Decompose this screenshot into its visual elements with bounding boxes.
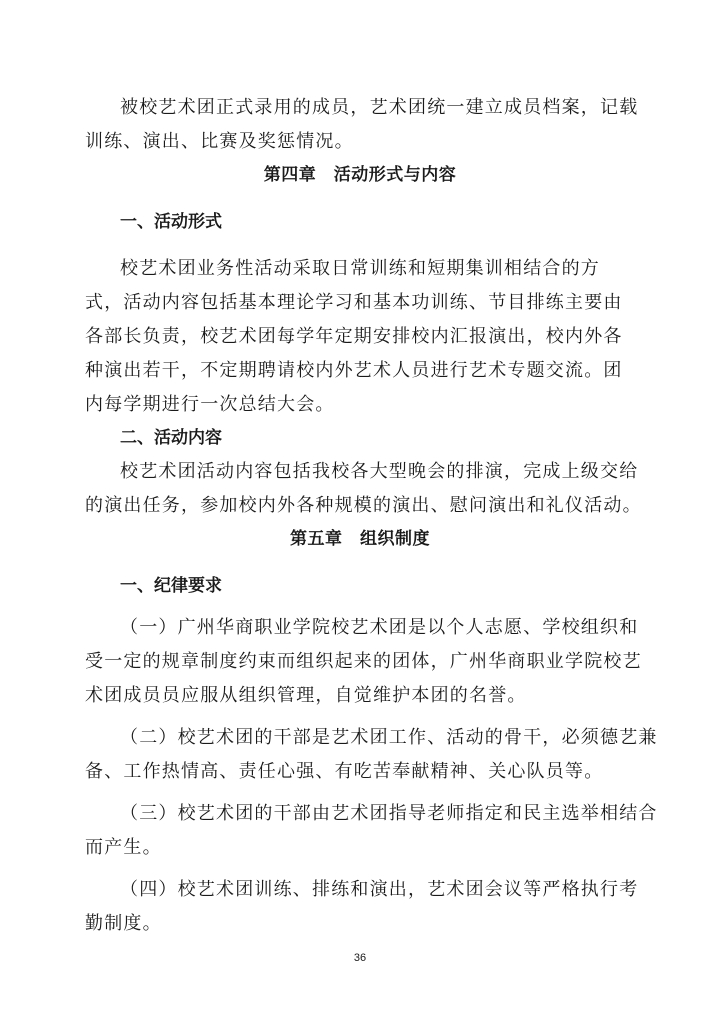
paragraph-line: 式，活动内容包括基本理论学习和基本功训练、节目排练主要由 xyxy=(85,292,623,313)
section-heading: 一、活动形式 xyxy=(120,212,222,232)
paragraph-line: 内每学期进行一次总结大会。 xyxy=(85,394,335,415)
chapter-title: 第四章 活动形式与内容 xyxy=(263,165,457,185)
paragraph-line: 受一定的规章制度约束而组织起来的团体，广州华商职业学院校艺 xyxy=(85,651,642,672)
section-heading: 一、纪律要求 xyxy=(120,576,222,596)
paragraph-line: 备、工作热情高、责任心强、有吃苦奉献精神、关心队员等。 xyxy=(85,761,604,782)
chapter-title: 第五章 组织制度 xyxy=(290,529,430,549)
numbered-item-line: （三）校艺术团的干部由艺术团指导老师指定和民主选举相结合 xyxy=(120,803,658,824)
paragraph-line: 校艺术团活动内容包括我校各大型晚会的排演，完成上级交给 xyxy=(120,461,639,482)
numbered-item-line: （一）广州华商职业学院校艺术团是以个人志愿、学校组织和 xyxy=(120,617,639,638)
paragraph-line: 被校艺术团正式录用的成员，艺术团统一建立成员档案，记载 xyxy=(120,97,639,118)
paragraph-line: 各部长负责，校艺术团每学年定期安排校内汇报演出，校内外各 xyxy=(85,326,623,347)
paragraph-line: 种演出若干，不定期聘请校内外艺术人员进行艺术专题交流。团 xyxy=(85,360,623,381)
page-number: 36 xyxy=(353,952,367,964)
paragraph-line: 而产生。 xyxy=(85,837,162,858)
numbered-item-line: （二）校艺术团的干部是艺术团工作、活动的骨干，必须德艺兼 xyxy=(120,727,658,748)
paragraph-line: 术团成员员应服从组织管理，自觉维护本团的名誉。 xyxy=(85,685,527,706)
paragraph-line: 校艺术团业务性活动采取日常训练和短期集训相结合的方 xyxy=(120,258,600,279)
paragraph-line: 的演出任务，参加校内外各种规模的演出、慰问演出和礼仪活动。 xyxy=(85,495,642,516)
numbered-item-line: （四）校艺术团训练、排练和演出，艺术团会议等严格执行考 xyxy=(120,879,639,900)
section-heading: 二、活动内容 xyxy=(120,428,222,448)
paragraph-line: 勤制度。 xyxy=(85,913,162,934)
paragraph-line: 训练、演出、比赛及奖惩情况。 xyxy=(85,131,354,152)
